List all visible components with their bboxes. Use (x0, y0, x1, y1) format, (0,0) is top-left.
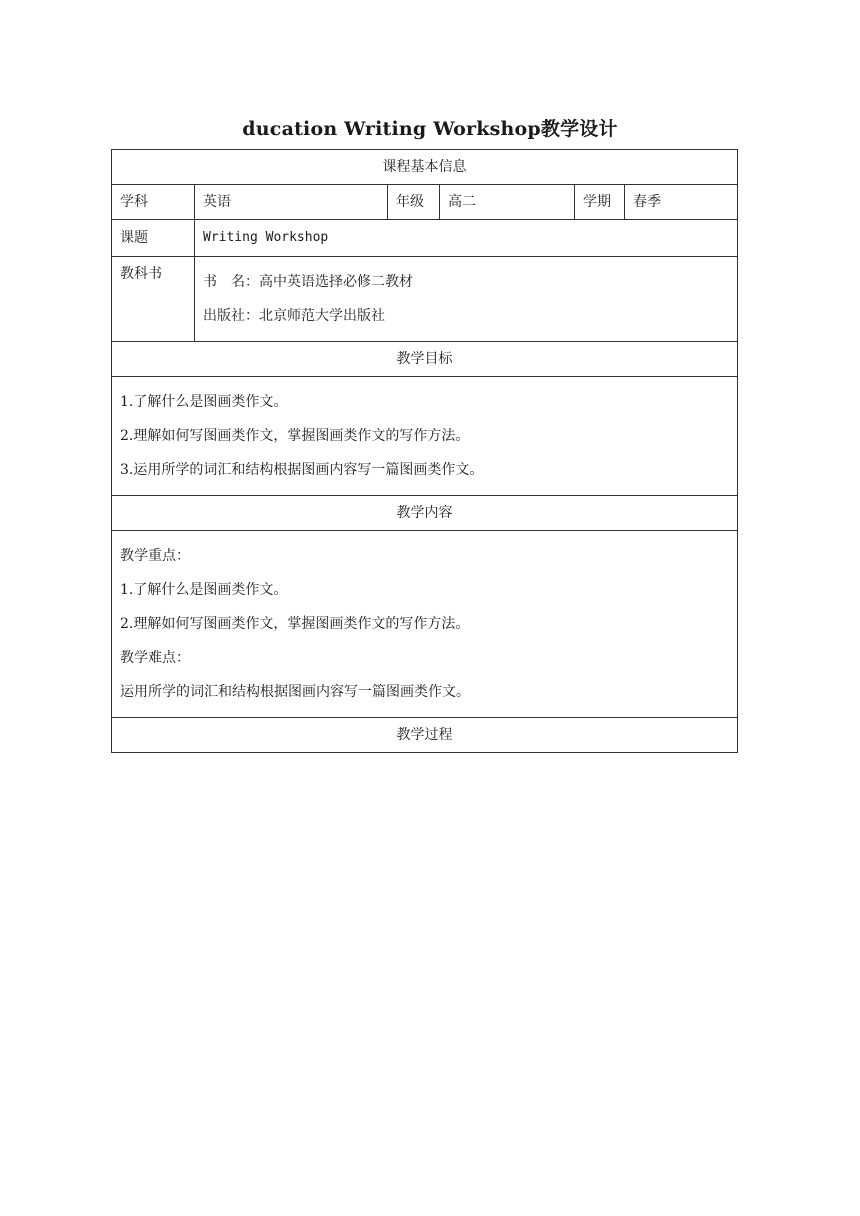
lesson-plan-table (111, 149, 738, 753)
subject-label: 学科 (112, 185, 195, 220)
difficult-points-heading: 教学难点： (120, 650, 190, 666)
grade-label: 年级 (388, 185, 440, 220)
key-point-item-1: 1.了解什么是图画类作文。 (120, 582, 288, 598)
term-label: 学期 (575, 185, 625, 220)
subject-value: 英语 (195, 185, 388, 220)
textbook-info (195, 257, 738, 342)
key-point-item-2: 2.理解如何写图画类作文，掌握图画类作文的写作方法。 (120, 616, 470, 632)
basic-info-header: 课程基本信息 (112, 150, 738, 185)
term-value: 春季 (625, 185, 738, 220)
objective-item-3: 3.运用所学的词汇和结构根据图画内容写一篇图画类作文。 (120, 462, 484, 478)
difficult-point-item: 运用所学的词汇和结构根据图画内容写一篇图画类作文。 (120, 684, 470, 700)
key-points-heading: 教学重点： (120, 548, 190, 564)
topic-value: Writing Workshop (195, 220, 738, 257)
content-header: 教学内容 (112, 496, 738, 531)
grade-value: 高二 (440, 185, 575, 220)
objective-item-1: 1.了解什么是图画类作文。 (120, 394, 288, 410)
page-title: ducation Writing Workshop教学设计 (242, 118, 618, 140)
textbook-publisher-line: 出版社：北京师范大学出版社 (203, 308, 385, 324)
textbook-label: 教科书 (112, 257, 195, 342)
textbook-name-line: 书 名：高中英语选择必修二教材 (203, 274, 413, 290)
objectives-header: 教学目标 (112, 342, 738, 377)
topic-label: 课题 (112, 220, 195, 257)
content-body (112, 531, 738, 718)
process-header: 教学过程 (112, 718, 738, 753)
objectives-body (112, 377, 738, 496)
objective-item-2: 2.理解如何写图画类作文，掌握图画类作文的写作方法。 (120, 428, 470, 444)
